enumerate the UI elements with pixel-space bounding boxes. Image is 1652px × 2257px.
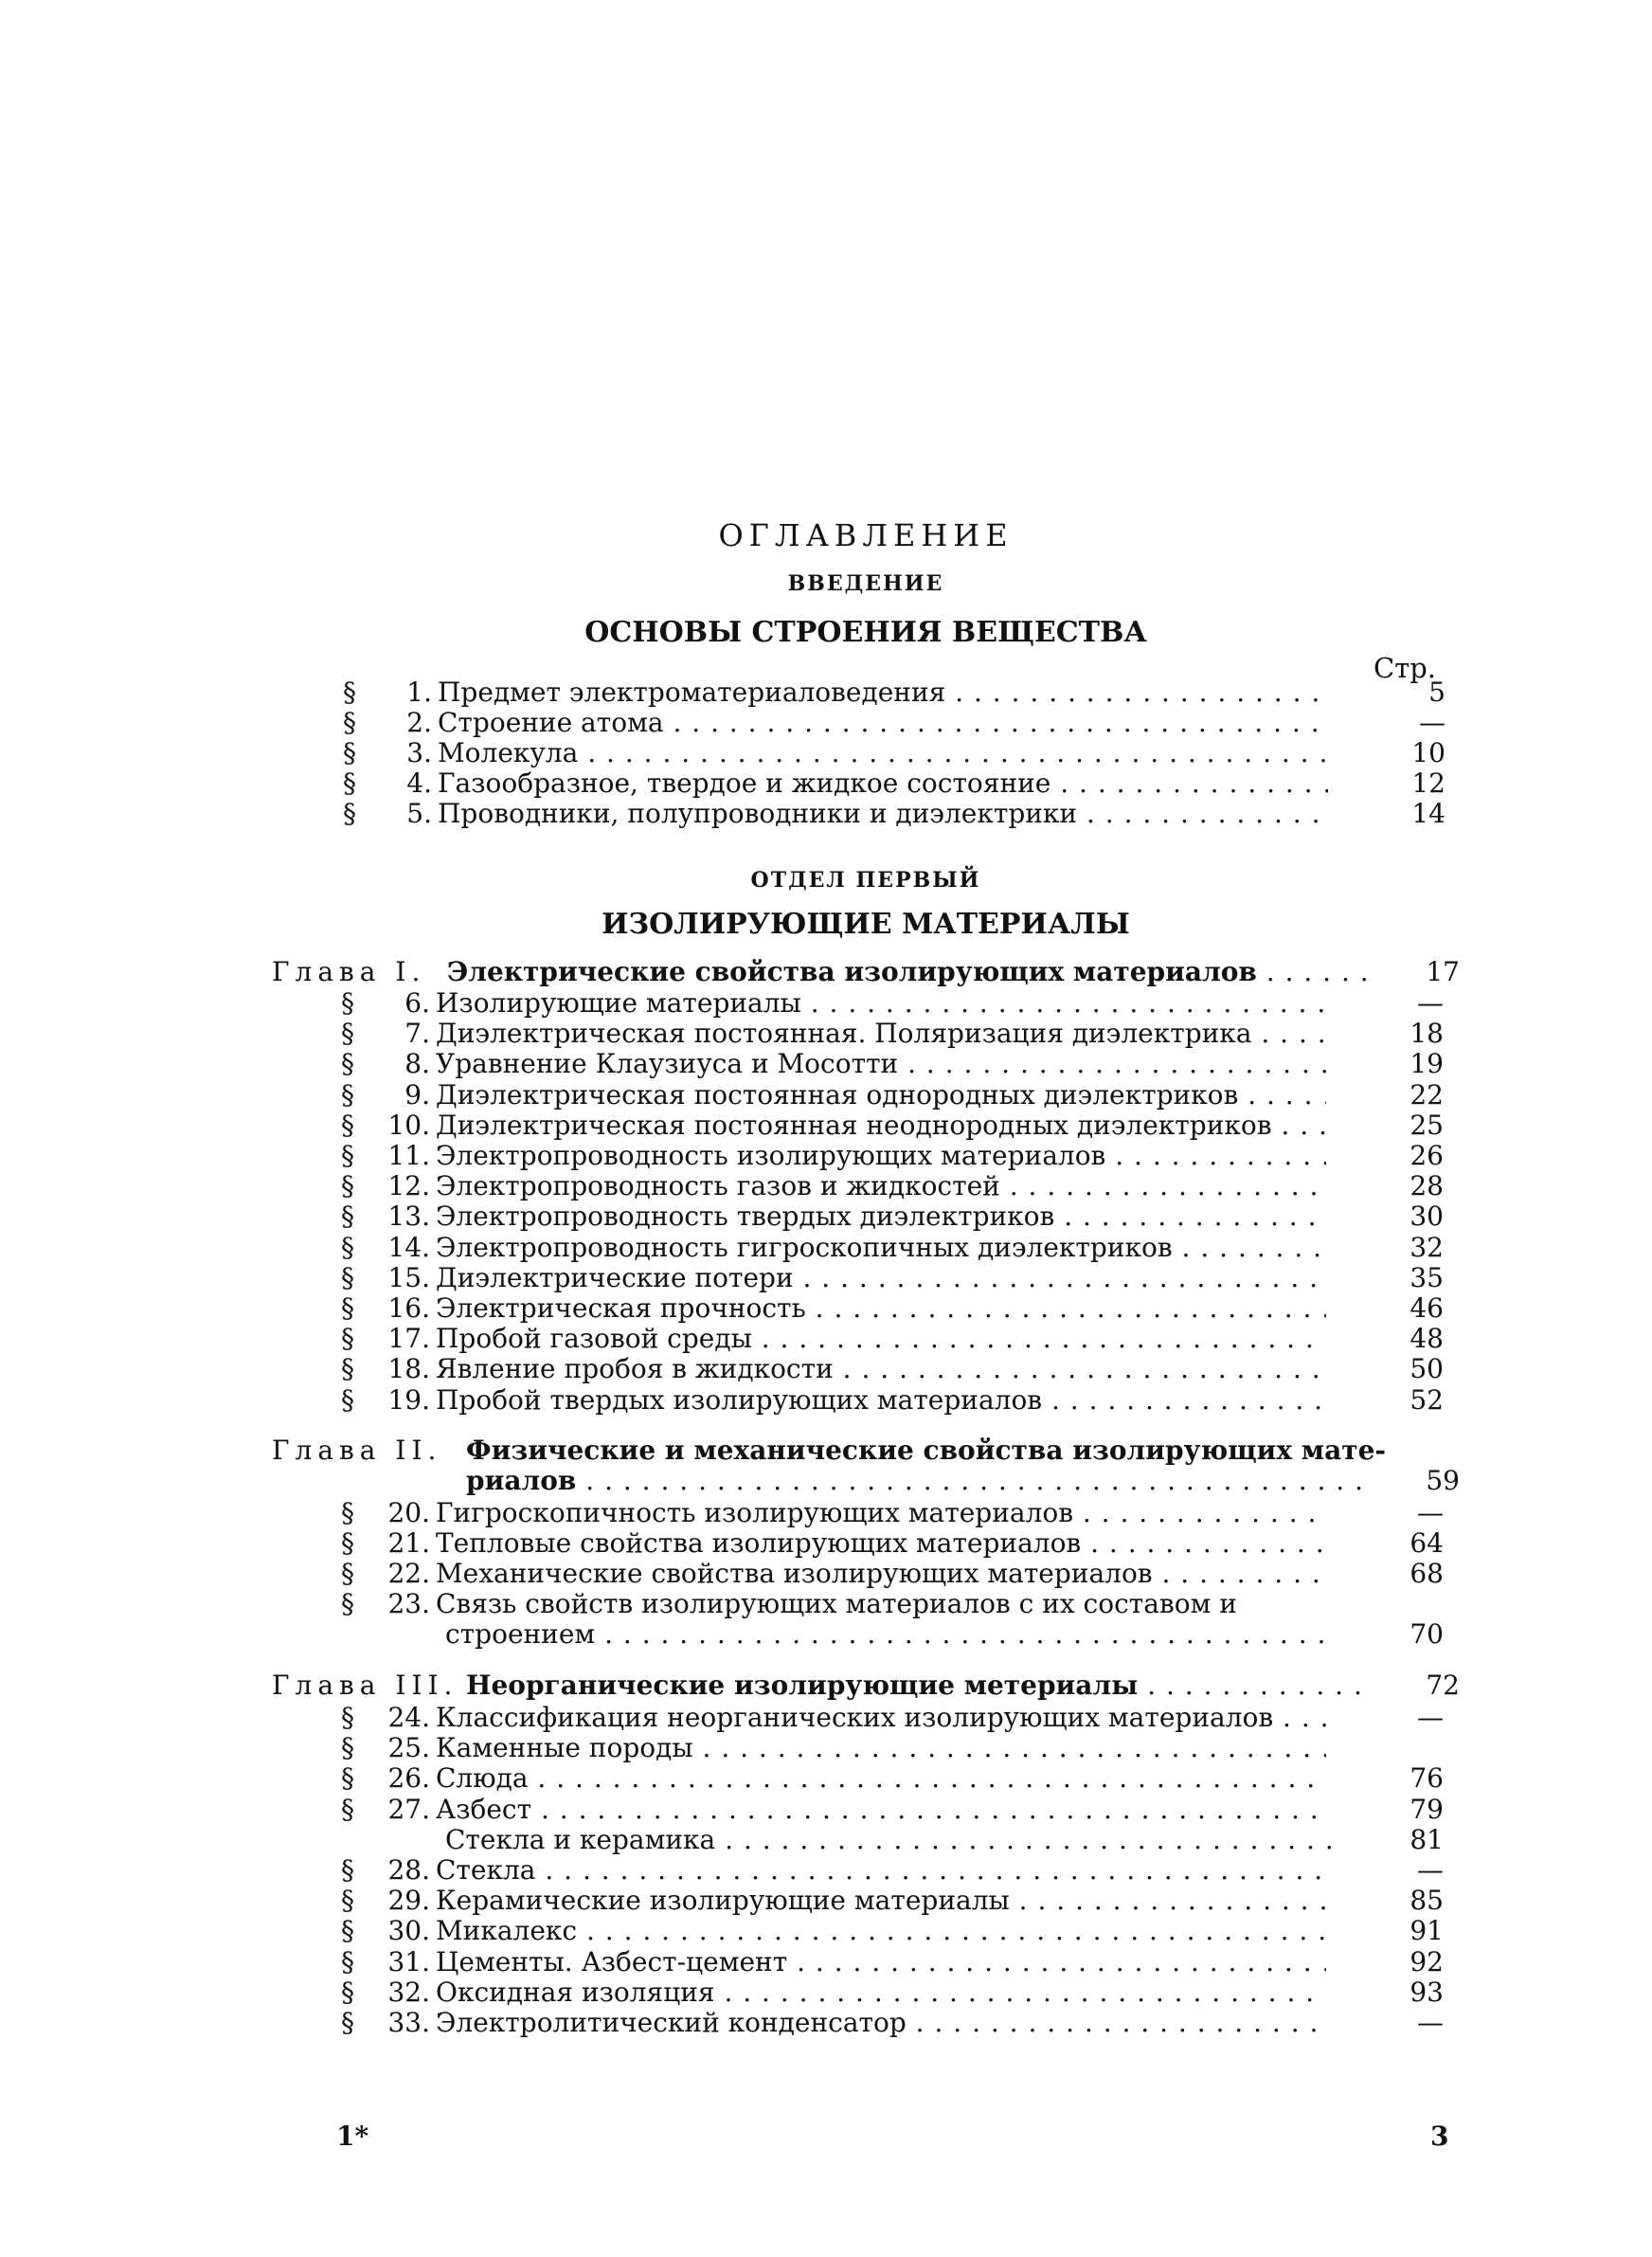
section-title: Электропроводность гигроскопичных диэлектриков . . . [436, 1233, 1326, 1263]
page-number: 70 [1410, 1618, 1444, 1650]
section-number: 14. [387, 1231, 430, 1263]
section-number: 18. [387, 1353, 430, 1385]
section-sign: § [341, 1732, 354, 1764]
section-number: 12. [387, 1170, 430, 1202]
section-title: Изолирующие материалы . . . [436, 988, 1326, 1019]
toc-entry [341, 1263, 1459, 1293]
page-number: 25 [1410, 1109, 1444, 1141]
section-title: Диэлектрическая постоянная неоднородных диэлектриков . . . [436, 1110, 1326, 1141]
section-title: Микалекс . . . [436, 1916, 1326, 1946]
toc-entry [341, 1201, 1459, 1232]
section-title: Пробой газовой среды . . . [436, 1324, 1326, 1354]
section-number: 21. [387, 1527, 430, 1559]
section-sign: § [341, 1854, 354, 1886]
section-title: Электрическая прочность . . . [436, 1293, 1326, 1324]
chapter-heading [272, 957, 1465, 987]
section-sign: § [341, 987, 354, 1019]
section-number: 4. [406, 767, 432, 799]
section-title: Связь свойств изолирующих материалов с их составом и [436, 1589, 1237, 1619]
page-number: 30 [1410, 1201, 1444, 1233]
chapter-prefix: Глава II. [272, 1435, 442, 1466]
toc-entry [341, 1947, 1459, 1977]
section-number: 16. [387, 1292, 430, 1324]
section-number: 32. [387, 1976, 430, 2008]
section-number: 1. [406, 677, 432, 708]
section-title: Пробой твердых изолирующих материалов . . . [436, 1385, 1326, 1416]
section-number: 31. [387, 1945, 430, 1977]
section-title: Газообразное, твердое и жидкое состояние . . . [438, 768, 1328, 799]
section-title: Электропроводность твердых диэлектриков . . . [436, 1201, 1326, 1232]
page-number: 85 [1410, 1885, 1444, 1917]
section-sign: § [341, 1497, 354, 1528]
section-sign: § [341, 1170, 354, 1202]
chapter-title: Электрические свойства изолирующих материалов . . . [447, 957, 1371, 987]
page-number: 32 [1410, 1231, 1444, 1263]
chapter-heading [272, 1435, 1465, 1466]
page-number: — [1417, 2007, 1444, 2038]
page-number: 17 [1426, 956, 1460, 987]
toc-entry [341, 1763, 1459, 1794]
chapter-title: Неорганические изолирующие метериалы . . . [466, 1670, 1371, 1701]
toc-entry [341, 1110, 1459, 1141]
section-sign: § [341, 2007, 354, 2038]
section-number: 24. [387, 1702, 430, 1733]
page-number: 68 [1410, 1558, 1444, 1589]
page-number: 48 [1410, 1323, 1444, 1355]
section-title: Электропроводность изолирующих материалов . . . [436, 1141, 1326, 1171]
page-number: — [1417, 1497, 1444, 1528]
section-number: 22. [387, 1558, 430, 1589]
toc-entry [343, 677, 1461, 708]
part-title: ИЗОЛИРУЮЩИЕ МАТЕРИАЛЫ [602, 908, 1130, 941]
toc-entry [341, 1293, 1459, 1324]
toc-entry [341, 1825, 1459, 1855]
section-title: Проводники, полупроводники и диэлектрики . . . [438, 799, 1328, 829]
section-number: 25. [387, 1732, 430, 1764]
section-title: Гигроскопичность изолирующих материалов . . . [436, 1498, 1326, 1528]
section-sign: § [341, 1353, 354, 1385]
page-number: 12 [1411, 767, 1446, 799]
toc-entry-continued [341, 1619, 1459, 1650]
chapter-heading-continued [272, 1466, 1465, 1496]
section-number: 11. [387, 1140, 430, 1171]
toc-entry [341, 1080, 1459, 1110]
toc-entry [341, 1795, 1459, 1825]
page-number: 18 [1410, 1018, 1444, 1050]
section-title: Цементы. Азбест-цемент . . . [436, 1947, 1326, 1977]
section-number: 17. [387, 1323, 430, 1355]
page-number: 26 [1410, 1140, 1444, 1171]
section-number: 27. [387, 1793, 430, 1825]
section-title-continued: строением . . . [445, 1619, 1326, 1650]
section-number: 15. [387, 1261, 430, 1293]
page-number: 64 [1410, 1527, 1444, 1559]
section-sign: § [343, 767, 356, 799]
section-sign: § [341, 1383, 354, 1416]
toc-entry [341, 1049, 1459, 1079]
section-title: Стекла . . . [436, 1855, 1326, 1886]
page-number: 35 [1410, 1261, 1444, 1293]
section-title: Электролитический конденсатор . . . [436, 2008, 1326, 2038]
section-sign: § [341, 1261, 354, 1293]
toc-entry [341, 1233, 1459, 1263]
toc-entry [341, 988, 1459, 1019]
page-number: 10 [1411, 737, 1446, 768]
page-number: 79 [1410, 1793, 1444, 1825]
section-title: Предмет электроматериаловедения . . . [438, 677, 1328, 708]
chapter-title-line1: Физические и механические свойства изолирующих мате- [466, 1435, 1387, 1466]
page-title: ОГЛАВЛЕНИЕ [718, 517, 1014, 553]
section-number: 6. [404, 987, 430, 1019]
section-sign: § [341, 1588, 354, 1619]
toc-entry [341, 1141, 1459, 1171]
section-sign: § [341, 1793, 354, 1825]
section-number: 20. [387, 1497, 430, 1528]
part-label: ОТДЕЛ ПЕРВЫЙ [750, 868, 981, 893]
toc-entry [341, 1354, 1459, 1384]
section-number: 30. [387, 1915, 430, 1947]
intro-label: ВВЕДЕНИЕ [787, 571, 944, 596]
section-title: Классификация неорганических изолирующих материалов . . . [436, 1703, 1326, 1733]
section-number: 33. [387, 2007, 430, 2038]
page-column-label: Стр. [1374, 652, 1437, 684]
section-sign: § [343, 737, 356, 768]
chapter-prefix: Глава III. [272, 1670, 458, 1701]
toc-entry [341, 1559, 1459, 1589]
section-number: 5. [406, 798, 432, 829]
toc-entry [341, 1019, 1459, 1049]
section-sign: § [341, 1018, 354, 1050]
toc-entry [341, 1171, 1459, 1201]
page-number: — [1417, 1702, 1444, 1733]
section-sign: § [341, 1231, 354, 1263]
toc-entry [343, 799, 1461, 829]
page-number: 5 [1428, 677, 1446, 708]
toc-entry [341, 1324, 1459, 1354]
section-title: Строение атома . . . [438, 708, 1328, 738]
page-number: 72 [1426, 1670, 1460, 1701]
section-title: Стекла и керамика . . . [445, 1825, 1336, 1855]
section-sign: § [341, 1558, 354, 1589]
toc-entry [341, 1703, 1459, 1733]
section-number: 26. [387, 1762, 430, 1795]
section-number: 23. [387, 1588, 430, 1619]
page-number: 14 [1411, 798, 1446, 829]
page-number: 19 [1410, 1048, 1444, 1080]
section-sign: § [341, 1140, 354, 1171]
page-number: 28 [1410, 1170, 1444, 1202]
toc-entry [341, 1528, 1459, 1559]
section-title: Механические свойства изолирующих материалов . . . [436, 1559, 1326, 1589]
chapter-prefix: Глава I. [272, 956, 426, 987]
section-sign: § [341, 1292, 354, 1324]
toc-entry [341, 1498, 1459, 1528]
footer-page-number: 3 [1430, 2121, 1449, 2152]
page-number: 81 [1410, 1823, 1444, 1855]
section-title: Каменные породы . . . [436, 1733, 1326, 1763]
page-number: 50 [1410, 1353, 1444, 1385]
section-number: 3. [406, 737, 432, 768]
toc-entry [341, 1589, 1459, 1619]
toc-entry [341, 2008, 1459, 2038]
section-title: Электропроводность газов и жидкостей . . . [436, 1171, 1326, 1201]
section-title: Диэлектрическая постоянная. Поляризация диэлектрика . . . [436, 1019, 1326, 1049]
toc-entry [341, 1916, 1459, 1946]
section-sign: § [341, 1527, 354, 1559]
toc-entry [341, 1733, 1459, 1763]
page-number: 92 [1410, 1945, 1444, 1977]
chapter-title-line2: риалов . . . [466, 1466, 1371, 1496]
section-number: 29. [387, 1885, 430, 1917]
section-title: Оксидная изоляция . . . [436, 1977, 1326, 2008]
page-number: 22 [1410, 1078, 1444, 1110]
page-number: 52 [1410, 1383, 1444, 1416]
page-number: — [1417, 987, 1444, 1019]
section-title: Диэлектрические потери . . . [436, 1263, 1326, 1293]
signature-mark: 1* [336, 2121, 369, 2152]
page-number: 93 [1410, 1976, 1444, 2008]
section-number: 10. [387, 1109, 430, 1141]
section-sign: § [341, 1201, 354, 1233]
section-number: 19. [387, 1383, 430, 1416]
toc-entry [341, 1886, 1459, 1916]
page-number: — [1419, 707, 1446, 738]
section-number: 7. [404, 1018, 430, 1050]
section-sign: § [341, 1915, 354, 1947]
section-title: Диэлектрическая постоянная однородных диэлектриков . . . [436, 1080, 1326, 1110]
section-sign: § [341, 1762, 354, 1795]
page-number: — [1417, 1854, 1444, 1886]
section-number: 28. [387, 1854, 430, 1886]
page-number: 59 [1426, 1465, 1460, 1496]
intro-title: ОСНОВЫ СТРОЕНИЯ ВЕЩЕСТВА [584, 616, 1147, 649]
toc-entry [343, 708, 1461, 738]
page-number: 76 [1410, 1762, 1444, 1795]
section-title: Уравнение Клаузиуса и Мосотти . . . [436, 1049, 1326, 1079]
section-sign: § [341, 1109, 354, 1141]
section-sign: § [343, 677, 356, 708]
section-title: Явление пробоя в жидкости . . . [436, 1354, 1326, 1384]
section-number: 13. [387, 1201, 430, 1233]
page-number: 91 [1410, 1915, 1444, 1947]
section-sign: § [341, 1048, 354, 1080]
section-title: Азбест . . . [436, 1795, 1326, 1825]
section-title: Слюда . . . [436, 1763, 1326, 1794]
toc-entry [341, 1977, 1459, 2008]
section-number: 2. [406, 707, 432, 738]
section-title: Тепловые свойства изолирующих материалов . . . [436, 1528, 1326, 1559]
toc-entry [343, 768, 1461, 799]
section-number: 9. [404, 1078, 430, 1110]
section-sign: § [341, 1702, 354, 1733]
section-sign: § [341, 1885, 354, 1917]
chapter-heading [272, 1670, 1465, 1701]
section-sign: § [343, 707, 356, 738]
page-number: 46 [1410, 1292, 1444, 1324]
section-title: Керамические изолирующие материалы . . . [436, 1886, 1326, 1916]
toc-entry [343, 738, 1461, 768]
section-sign: § [341, 1976, 354, 2008]
section-title: Молекула . . . [438, 738, 1328, 768]
section-sign: § [341, 1078, 354, 1110]
section-sign: § [341, 1323, 354, 1355]
section-sign: § [341, 1945, 354, 1977]
section-number: 8. [404, 1048, 430, 1080]
toc-entry [341, 1385, 1459, 1416]
section-sign: § [343, 798, 356, 829]
toc-entry [341, 1855, 1459, 1886]
